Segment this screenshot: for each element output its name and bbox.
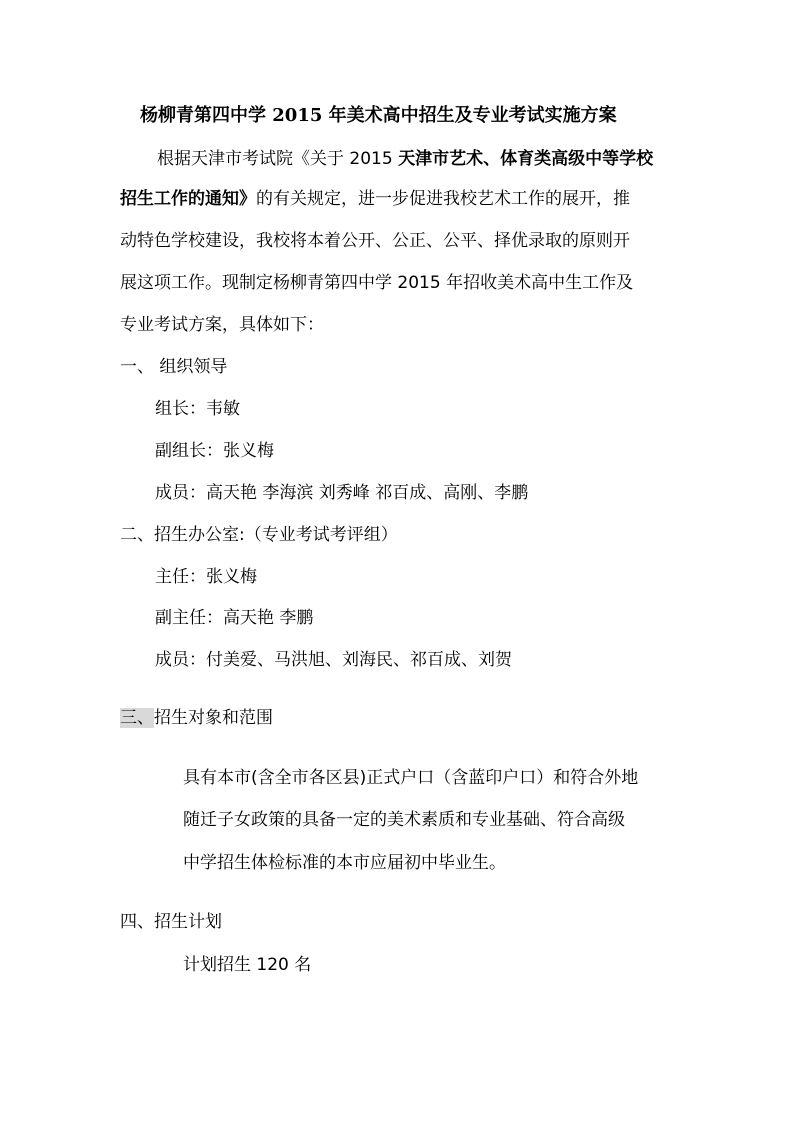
document-title: 杨柳青第四中学 2015 年美术高中招生及专业考试实施方案 bbox=[140, 105, 617, 126]
section-heading-2: 二、招生办公室:（专业考试考评组） bbox=[120, 525, 398, 545]
section1-leader: 组长：韦敏 bbox=[155, 399, 240, 419]
section-heading-3 bbox=[120, 706, 273, 730]
section3-line-2: 随迁子女政策的具备一定的美术素质和专业基础、符合高级 bbox=[183, 810, 625, 830]
section2-members: 成员：付美爱、马洪旭、刘海民、祁百成、刘贺 bbox=[155, 650, 512, 670]
intro-line-4: 展这项工作。现制定杨柳青第四中学 2015 年招收美术高中生工作及 bbox=[120, 273, 634, 293]
section1-members: 成员：高天艳 李海滨 刘秀峰 祁百成、高刚、李鹏 bbox=[155, 483, 529, 503]
intro-text: 根据天津市考试院《关于 2015 bbox=[157, 149, 399, 169]
intro-line-1 bbox=[157, 147, 653, 171]
section-heading-text: 招生对象和范围 bbox=[154, 708, 273, 728]
intro-line-2 bbox=[120, 187, 630, 211]
section2-director: 主任：张义梅 bbox=[155, 567, 257, 587]
section3-line-1: 具有本市(含全市各区县)正式户口（含蓝印户口）和符合外地 bbox=[183, 768, 639, 788]
intro-line-5: 专业考试方案，具体如下： bbox=[120, 315, 324, 335]
intro-text: 的有关规定，进一步促进我校艺术工作的展开，推 bbox=[256, 189, 630, 209]
section-heading-1: 一、 组织领导 bbox=[120, 357, 228, 377]
intro-line-3: 动特色学校建设，我校将本着公开、公正、公平、择优录取的原则开 bbox=[120, 231, 630, 251]
intro-bold-text: 天津市艺术、体育类高级中等学校 bbox=[398, 149, 654, 169]
section-heading-4: 四、招生计划 bbox=[120, 912, 222, 932]
section1-deputy: 副组长：张义梅 bbox=[155, 441, 274, 461]
section2-deputy: 副主任：高天艳 李鹏 bbox=[155, 608, 314, 628]
section4-line-1: 计划招生 120 名 bbox=[183, 955, 312, 975]
text-selection-highlight: 三、 bbox=[120, 708, 154, 728]
intro-bold-text: 招生工作的通知》 bbox=[120, 189, 256, 209]
section3-line-3: 中学招生体检标准的本市应届初中毕业生。 bbox=[183, 853, 506, 873]
